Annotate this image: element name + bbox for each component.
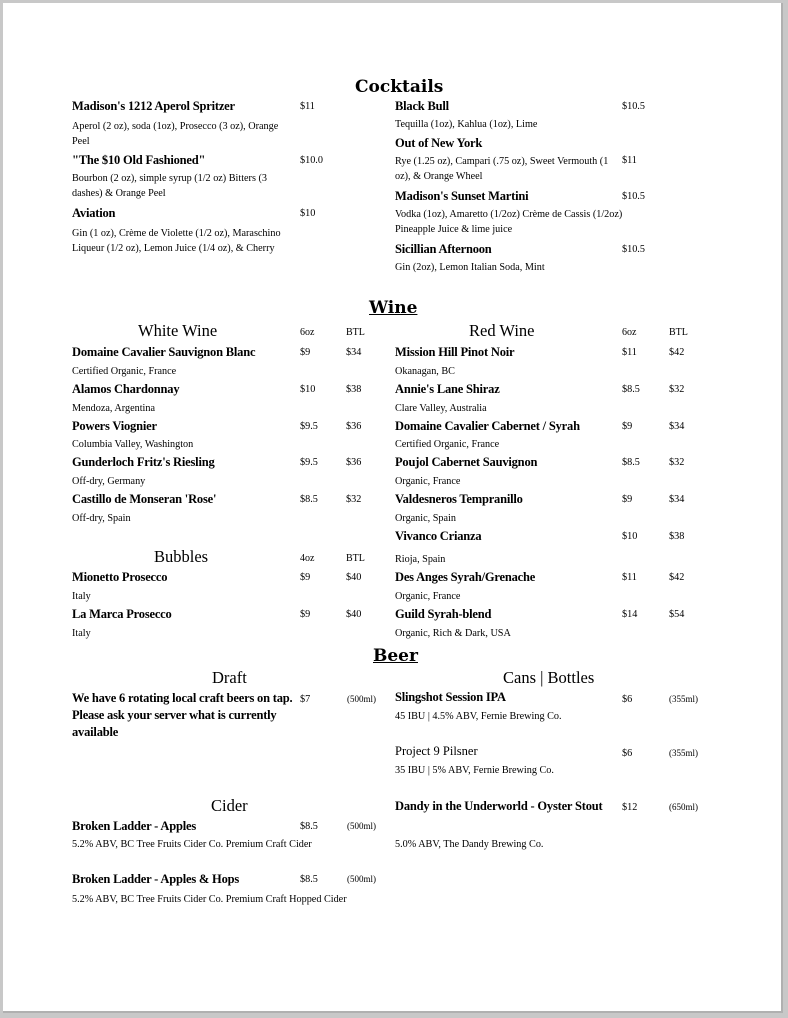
wine-price-bottle: $42 xyxy=(669,572,685,583)
subsection-title-draft: Draft xyxy=(212,668,247,687)
beer-name: Slingshot Session IPA xyxy=(395,690,506,704)
wine-origin: Italy xyxy=(72,591,91,602)
wine-price-bottle: $36 xyxy=(346,421,362,432)
wine-price-glass: $9 xyxy=(300,572,311,583)
wine-price-bottle: $40 xyxy=(346,572,362,583)
wine-name: Gunderloch Fritz's Riesling xyxy=(72,455,215,469)
column-header: 4oz xyxy=(300,553,315,564)
wine-origin: Columbia Valley, Washington xyxy=(72,439,194,450)
beer-description: 45 IBU | 4.5% ABV, Fernie Brewing Co. xyxy=(395,711,562,722)
cocktail-description: Aperol (2 oz), soda (1oz), Prosecco (3 oz), Orange Peel xyxy=(72,121,279,147)
wine-price-bottle: $32 xyxy=(669,384,685,395)
cocktail-name: Madison's 1212 Aperol Spritzer xyxy=(72,99,235,113)
beer-price: $6 xyxy=(622,748,633,759)
wine-price-bottle: $54 xyxy=(669,609,685,620)
wine-origin: Organic, France xyxy=(395,476,461,487)
cocktail-description: Vodka (1oz), Amaretto (1/2oz) Crème de Cassis (1/2oz) Pineapple Juice & lime juice xyxy=(395,209,623,235)
wine-price-glass: $11 xyxy=(622,572,637,583)
cocktail-name: Black Bull xyxy=(395,99,449,113)
beer-size: (355ml) xyxy=(669,694,698,704)
cider-price: $8.5 xyxy=(300,874,318,885)
wine-price-glass: $9 xyxy=(300,347,311,358)
cocktail-name: "The $10 Old Fashioned" xyxy=(72,153,206,167)
wine-origin: Off-dry, Germany xyxy=(72,476,146,487)
cocktail-price: $10.5 xyxy=(622,244,645,255)
wine-origin: Italy xyxy=(72,628,91,639)
cocktail-name: Aviation xyxy=(72,206,116,220)
wine-price-glass: $10 xyxy=(300,384,316,395)
subsection-title-red-wine: Red Wine xyxy=(469,321,535,340)
wine-origin: Okanagan, BC xyxy=(395,366,455,377)
column-header: BTL xyxy=(346,327,365,338)
beer-description: 35 IBU | 5% ABV, Fernie Brewing Co. xyxy=(395,765,554,776)
beer-price: $12 xyxy=(622,802,638,813)
draft-note: We have 6 rotating local craft beers on tap. Please ask your server what is currently available xyxy=(72,691,293,739)
cocktail-name: Out of New York xyxy=(395,136,483,150)
wine-price-bottle: $40 xyxy=(346,609,362,620)
cider-description: 5.2% ABV, BC Tree Fruits Cider Co. Premium Craft Cider xyxy=(72,839,312,850)
wine-name: Des Anges Syrah/Grenache xyxy=(395,570,536,584)
wine-price-glass: $9.5 xyxy=(300,457,318,468)
wine-origin: Off-dry, Spain xyxy=(72,513,131,524)
cocktail-description: Gin (1 oz), Crème de Violette (1/2 oz), Maraschino Liqueur (1/2 oz), Lemon Juice (1/4 oz), & Cherry xyxy=(72,228,281,254)
beer-description: 5.0% ABV, The Dandy Brewing Co. xyxy=(395,839,544,850)
wine-price-bottle: $32 xyxy=(346,494,362,505)
wine-origin: Clare Valley, Australia xyxy=(395,403,487,414)
wine-origin: Mendoza, Argentina xyxy=(72,403,155,414)
cocktail-price: $10.0 xyxy=(300,155,323,166)
subsection-title-cider: Cider xyxy=(211,796,248,815)
beer-name: Dandy in the Underworld - Oyster Stout xyxy=(395,799,603,813)
beer-size: (650ml) xyxy=(669,802,698,812)
cider-description: 5.2% ABV, BC Tree Fruits Cider Co. Premium Craft Hopped Cider xyxy=(72,894,347,905)
wine-price-bottle: $38 xyxy=(669,531,685,542)
wine-price-glass: $9 xyxy=(300,609,311,620)
cocktail-price: $10.5 xyxy=(622,101,645,112)
wine-price-bottle: $42 xyxy=(669,347,685,358)
beer-size: (355ml) xyxy=(669,748,698,758)
cider-name: Broken Ladder - Apples & Hops xyxy=(72,872,240,886)
wine-name: Powers Viognier xyxy=(72,419,157,433)
section-title-cocktails: Cocktails xyxy=(355,77,444,97)
wine-origin: Certified Organic, France xyxy=(395,439,500,450)
cocktail-price: $10 xyxy=(300,208,316,219)
wine-price-glass: $9 xyxy=(622,421,633,432)
wine-name: Alamos Chardonnay xyxy=(72,382,180,396)
wine-name: Valdesneros Tempranillo xyxy=(395,492,523,506)
wine-name: Poujol Cabernet Sauvignon xyxy=(395,455,538,469)
beer-price: $6 xyxy=(622,694,633,705)
wine-price-glass: $10 xyxy=(622,531,638,542)
column-header: BTL xyxy=(346,553,365,564)
wine-price-glass: $8.5 xyxy=(622,384,640,395)
wine-price-bottle: $36 xyxy=(346,457,362,468)
section-title-beer: Beer xyxy=(373,646,418,666)
cider-name: Broken Ladder - Apples xyxy=(72,819,196,833)
wine-origin: Certified Organic, France xyxy=(72,366,177,377)
cocktail-description: Tequilla (1oz), Kahlua (1oz), Lime xyxy=(395,119,538,130)
cocktail-price: $11 xyxy=(622,155,637,166)
column-header: 6oz xyxy=(300,327,315,338)
cocktail-price: $10.5 xyxy=(622,191,645,202)
wine-name: Domaine Cavalier Cabernet / Syrah xyxy=(395,419,580,433)
wine-origin: Rioja, Spain xyxy=(395,554,446,565)
subsection-title-white-wine: White Wine xyxy=(138,321,218,340)
cocktail-price: $11 xyxy=(300,101,315,112)
wine-origin: Organic, Spain xyxy=(395,513,456,524)
beer-name: Project 9 Pilsner xyxy=(395,744,478,758)
wine-price-bottle: $38 xyxy=(346,384,362,395)
section-title-wine: Wine xyxy=(369,298,418,318)
wine-name: Vivanco Crianza xyxy=(395,529,482,543)
wine-name: Mission Hill Pinot Noir xyxy=(395,345,515,359)
wine-name: Castillo de Monseran 'Rose' xyxy=(72,492,217,506)
column-header: 6oz xyxy=(622,327,637,338)
menu-page xyxy=(3,3,783,1013)
subsection-title-cans-bottles: Cans | Bottles xyxy=(503,668,595,687)
cocktail-description: Gin (2oz), Lemon Italian Soda, Mint xyxy=(395,262,545,273)
wine-price-bottle: $34 xyxy=(669,494,685,505)
wine-price-glass: $14 xyxy=(622,609,638,620)
wine-price-bottle: $32 xyxy=(669,457,685,468)
wine-price-bottle: $34 xyxy=(346,347,362,358)
wine-price-glass: $8.5 xyxy=(300,494,318,505)
column-header: BTL xyxy=(669,327,688,338)
wine-name: Domaine Cavalier Sauvignon Blanc xyxy=(72,345,256,359)
wine-origin: Organic, France xyxy=(395,591,461,602)
cocktail-description: Rye (1.25 oz), Campari (.75 oz), Sweet Vermouth (1 oz), & Orange Wheel xyxy=(395,156,609,182)
cider-size: (500ml) xyxy=(347,821,376,831)
cocktail-name: Sicillian Afternoon xyxy=(395,242,492,256)
wine-name: La Marca Prosecco xyxy=(72,607,172,621)
wine-price-glass: $8.5 xyxy=(622,457,640,468)
draft-size: (500ml) xyxy=(347,694,376,704)
wine-name: Mionetto Prosecco xyxy=(72,570,168,584)
cocktail-description: Bourbon (2 oz), simple syrup (1/2 oz) Bitters (3 dashes) & Orange Peel xyxy=(72,173,267,199)
wine-name: Annie's Lane Shiraz xyxy=(395,382,500,396)
wine-origin: Organic, Rich & Dark, USA xyxy=(395,628,511,639)
wine-price-glass: $11 xyxy=(622,347,637,358)
wine-price-glass: $9 xyxy=(622,494,633,505)
cocktail-name: Madison's Sunset Martini xyxy=(395,189,529,203)
cider-size: (500ml) xyxy=(347,874,376,884)
draft-price: $7 xyxy=(300,694,311,705)
cider-price: $8.5 xyxy=(300,821,318,832)
wine-name: Guild Syrah-blend xyxy=(395,607,492,621)
wine-price-bottle: $34 xyxy=(669,421,685,432)
wine-price-glass: $9.5 xyxy=(300,421,318,432)
subsection-title-bubbles: Bubbles xyxy=(154,547,209,566)
